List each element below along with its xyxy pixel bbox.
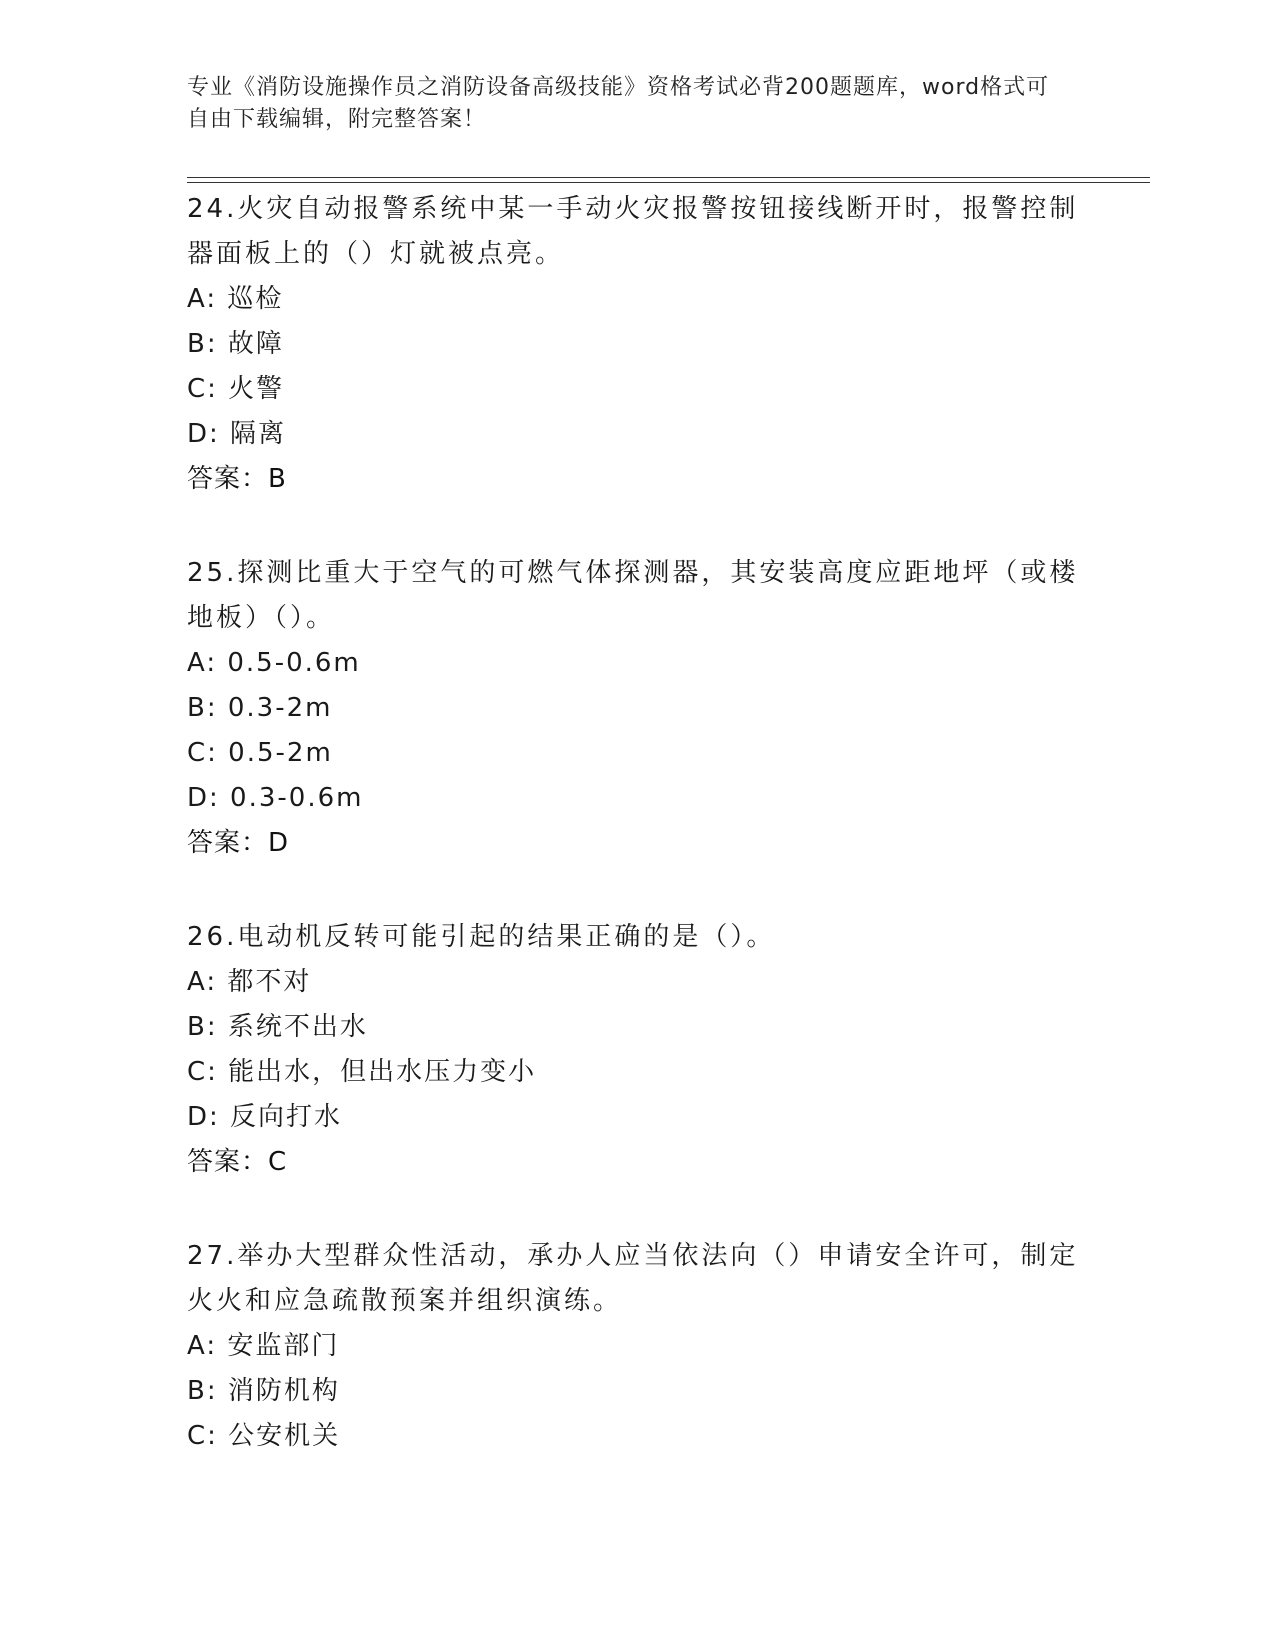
header-divider-bottom bbox=[187, 182, 1150, 183]
answer-line: 答案：D bbox=[187, 828, 290, 858]
answer-line: 答案：B bbox=[187, 464, 287, 494]
question-25 bbox=[187, 551, 1087, 866]
option-b: B: 故障 bbox=[187, 329, 284, 359]
option-b: B: 系统不出水 bbox=[187, 1012, 368, 1042]
answer-line: 答案：C bbox=[187, 1147, 288, 1177]
question-24 bbox=[187, 187, 1087, 502]
option-a: A: 0.5-0.6m bbox=[187, 648, 361, 678]
option-a: A: 都不对 bbox=[187, 967, 312, 997]
option-d: D: 0.3-0.6m bbox=[187, 783, 364, 813]
option-c: C: 0.5-2m bbox=[187, 738, 333, 768]
option-d: D: 隔离 bbox=[187, 419, 287, 449]
question-26 bbox=[187, 915, 1087, 1185]
option-c: C: 火警 bbox=[187, 374, 285, 404]
option-c: C: 公安机关 bbox=[187, 1421, 341, 1451]
option-b: B: 消防机构 bbox=[187, 1376, 340, 1406]
question-stem: 27.举办大型群众性活动，承办人应当依法向（）申请安全许可，制定火火和应急疏散预案并组织演练。 bbox=[187, 1241, 1079, 1316]
document-header: 专业《消防设施操作员之消防设备高级技能》资格考试必背200题题库，word格式可自由下载编辑，附完整答案！ bbox=[187, 75, 1050, 132]
question-stem: 26.电动机反转可能引起的结果正确的是（）。 bbox=[187, 922, 776, 952]
option-d: D: 反向打水 bbox=[187, 1102, 343, 1132]
question-27 bbox=[187, 1234, 1087, 1459]
option-c: C: 能出水，但出水压力变小 bbox=[187, 1057, 537, 1087]
option-b: B: 0.3-2m bbox=[187, 693, 333, 723]
question-stem: 25.探测比重大于空气的可燃气体探测器，其安装高度应距地坪（或楼地板）（）。 bbox=[187, 558, 1079, 633]
option-a: A: 安监部门 bbox=[187, 1331, 340, 1361]
option-a: A: 巡检 bbox=[187, 284, 284, 314]
header-divider-top bbox=[187, 177, 1150, 178]
question-stem: 24.火灾自动报警系统中某一手动火灾报警按钮接线断开时，报警控制器面板上的（）灯就被点亮。 bbox=[187, 194, 1079, 269]
